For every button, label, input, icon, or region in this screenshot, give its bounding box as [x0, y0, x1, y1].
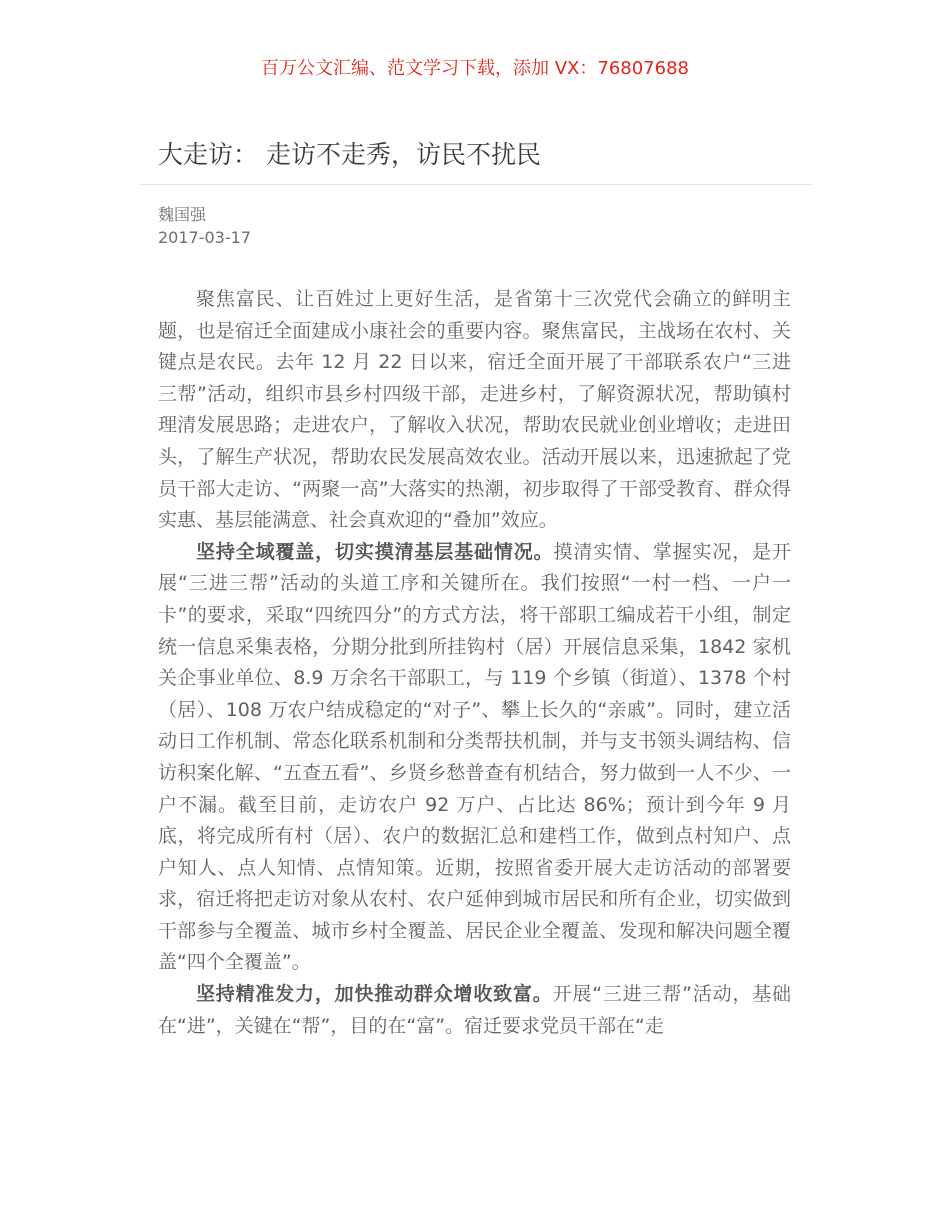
article-date: 2017-03-17: [158, 228, 251, 247]
paragraph-lead: 坚持精准发力，加快推动群众增收致富。: [196, 983, 553, 1006]
paragraph: [158, 979, 791, 1042]
paragraph-text: 聚焦富民、让百姓过上更好生活，是省第十三次党代会确立的鲜明主题，也是宿迁全面建成小康社会的重要内容。聚焦富民，主战场在农村、关键点是农民。去年 12 月 22 日以来，宿迁全面开展了干部联系农户“三进三帮”活动，组织市县乡村四级干部，走进乡村，了解资源状况，帮助镇村理清发展思路；走进农户，了解收入状况，帮助农民就业创业增收；走进田头，了解生产状况，帮助农民发展高效农业。活动开展以来，迅速掀起了党员干部大走访、“两聚一高”大落实的热潮，初步取得了干部受教育、群众得实惠、基层能满意、社会真欢迎的“叠加”效应。: [158, 288, 791, 532]
article-meta: [158, 203, 251, 249]
article-body: [158, 284, 791, 1042]
article-title: 大走访： 走访不走秀，访民不扰民: [158, 140, 541, 169]
paragraph: [158, 284, 791, 537]
paragraph-lead: 坚持全域覆盖，切实摸清基层基础情况。: [196, 540, 554, 563]
title-divider: [140, 184, 811, 185]
watermark-banner: 百万公文汇编、范文学习下载，添加 VX：76807688: [261, 58, 689, 79]
article-author: 魏国强: [158, 205, 207, 224]
paragraph-text: 摸清实情、掌握实况，是开展“三进三帮”活动的头道工序和关键所在。我们按照“一村一档、一户一卡”的要求，采取“四统四分”的方式方法，将干部职工编成若干小组，制定统一信息采集表格，分期分批到所挂钩村（居）开展信息采集，1842 家机关企事业单位、8.9 万余名干部职工，与 119 个乡镇（街道）、1378 个村（居）、108 万农户结成稳定的“对子”、攀上长久的“亲戚”。同时，建立活动日工作机制、常态化联系机制和分类帮扶机制，并与支书领头调结构、信访积案化解、“五查五看”、乡贤乡愁普查有机结合，努力做到一人不少、一户不漏。截至目前，走访农户 92 万户、占比达 86%；预计到今年 9 月底，将完成所有村（居）、农户的数据汇总和建档工作，做到点村知户、点户知人、点人知情、点情知策。近期，按照省委开展大走访活动的部署要求，宿迁将把走访对象从农村、农户延伸到城市居民和所有企业，切实做到干部参与全覆盖、城市乡村全覆盖、居民企业全覆盖、发现和解决问题全覆盖“四个全覆盖”。: [158, 540, 791, 974]
paragraph: [158, 537, 791, 979]
paragraph-text: 开展“三进三帮”活动，基础在“进”，关键在“帮”，目的在“富”。宿迁要求党员干部在“走: [158, 983, 791, 1037]
